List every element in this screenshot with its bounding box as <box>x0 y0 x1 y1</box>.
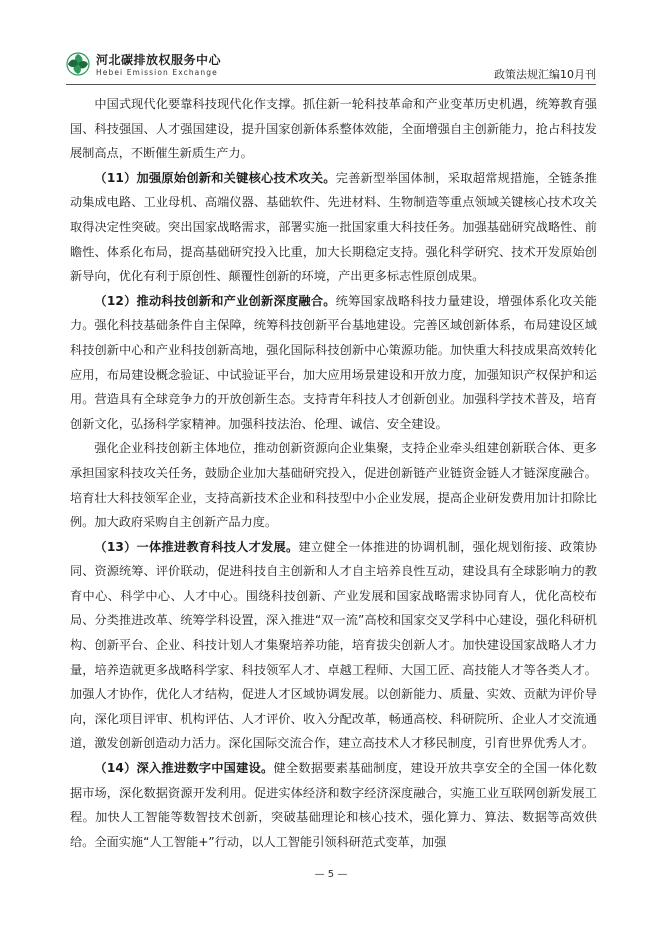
org-name-en: Hebei Emission Exchange <box>96 68 218 77</box>
paragraph-13 <box>70 535 597 756</box>
paragraph-enterprise: 强化企业科技创新主体地位，推动创新资源向企业集聚，支持企业牵头组建创新联合体、更多承担国家科技攻关任务，鼓励企业加大基础研究投入，促进创新链产业链资金链人才链深度融合。培育壮大科技领军企业，支持高新技术企业和科技型中小企业发展，提高企业研发费用加计扣除比例。加大政府采购自主创新产品力度。 <box>70 441 597 530</box>
section-text-13: 建立健全一体推进的协调机制，强化规划衔接、政策协同、资源统筹、评价联动，促进科技自主创新和人才自主培养良性互动，建设具有全球影响力的教育中心、科学中心、人才中心。围绕科技创新、产业发展和国家战略需求协同育人，优化高校布局、分类推进改革、统筹学科设置，深入推进“双一流”高校和国家交叉学科中心建设，强化科研机构、创新平台、企业、科技计划人才集聚培养功能，培育拔尖创新人才。加快建设国家战略人才力量，培养造就更多战略科学家、科技领军人才、卓越工程师、大国工匠、高技能人才等各类人才。加强人才协作，优化人才结构，促进人才区域协调发展。以创新能力、质量、实效、贡献为评价导向，深化项目评审、机构评估、人才评价、收入分配改革，畅通高校、科研院所、企业人才交流通道，激发创新创造动力活力。深化国际交流合作，建立高技术人才移民制度，引育世界优秀人才。 <box>70 539 597 751</box>
document-body <box>70 92 597 854</box>
section-heading-14: （14）深入推进数字中国建设。 <box>94 761 274 776</box>
header-divider <box>66 84 596 85</box>
page-number: — 5 — <box>314 869 348 880</box>
paragraph-11 <box>70 166 597 289</box>
section-text-12: 统筹国家战略科技力量建设，增强体系化攻关能力。强化科技基础条件自主保障，统筹科技创新平台基地建设。完善区域创新体系，布局建设区域科技创新中心和产业科技创新高地，强化国际科技创新中心策源功能。加快重大科技成果高效转化应用，布局建设概念验证、中试验证平台，加大应用场景建设和开放力度，加强知识产权保护和运用。营造具有全球竞争力的开放创新生态。支持青年科技人才创新创业。加强科学技术普及，培育创新文化，弘扬科学家精神。加强科技法治、伦理、诚信、安全建设。 <box>70 293 597 431</box>
section-heading-12: （12）推动科技创新和产业创新深度融合。 <box>94 293 336 308</box>
section-heading-11: （11）加强原始创新和关键核心技术攻关。 <box>94 170 336 185</box>
page-header <box>0 0 662 86</box>
paragraph-14 <box>70 756 597 854</box>
hebei-emission-logo-icon <box>66 52 90 76</box>
section-text-11: 完善新型举国体制，采取超常规措施，全链条推动集成电路、工业母机、高端仪器、基础软件、先进材料、生物制造等重点领域关键核心技术攻关取得决定性突破。突出国家战略需求，部署实施一批国家重大科技任务。加强基础研究战略性、前瞻性、体系化布局，提高基础研究投入比重，加大长期稳定支持。强化科学研究、技术开发原始创新导向，优化有利于原创性、颠覆性创新的环境，产出更多标志性原创成果。 <box>70 170 597 284</box>
section-text-14: 健全数据要素基础制度，建设开放共享安全的全国一体化数据市场，深化数据资源开发利用。促进实体经济和数字经济深度融合，实施工业互联网创新发展工程。加快人工智能等数智技术创新，突破基础理论和核心技术，强化算力、算法、数据等高效供给。全面实施“人工智能+”行动，以人工智能引领科研范式变革，加强 <box>70 761 597 849</box>
paragraph-intro: 中国式现代化要靠科技现代化作支撑。抓住新一轮科技革命和产业变革历史机遇，统筹教育强国、科技强国、人才强国建设，提升国家创新体系整体效能，全面增强自主创新能力，抢占科技发展制高点，不断催生新质生产力。 <box>70 97 597 161</box>
org-name: 河北碳排放权服务中心 <box>96 53 222 67</box>
section-heading-13: （13）一体推进教育科技人才发展。 <box>94 539 299 554</box>
paragraph-12 <box>70 289 597 437</box>
issue-title: 政策法规汇编10月刊 <box>494 68 596 81</box>
